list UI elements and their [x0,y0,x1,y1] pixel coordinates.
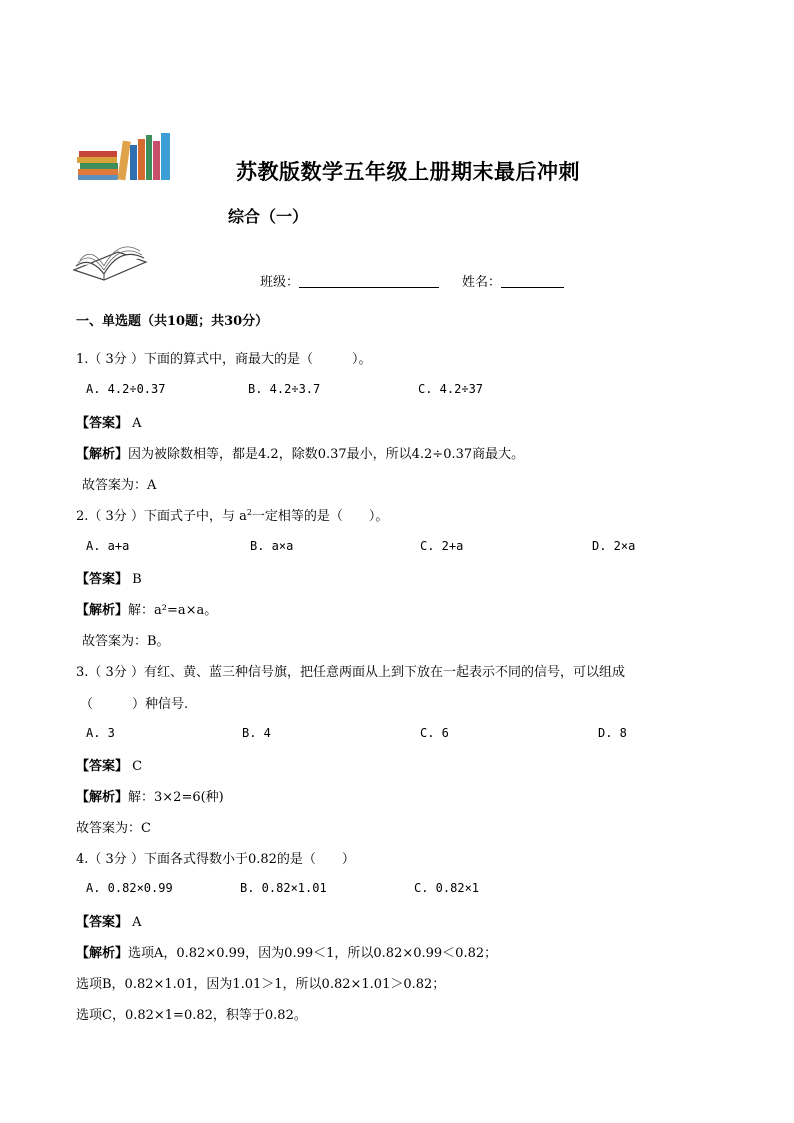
q2-answer-value: B [132,572,142,587]
name-label: 姓名： [462,275,502,290]
name-field [462,271,564,290]
section-heading: 一、单选题（共10题；共30分） [76,314,269,329]
q2-conclusion: 故答案为：B。 [82,634,170,649]
q2-option-d: D. 2×a [592,539,636,553]
q1-answer-label: 【答案】 [76,416,129,431]
q1-conclusion: 故答案为：A [82,478,157,493]
q3-analysis-label: 【解析】 [76,790,129,805]
q4-option-a: A. 0.82×0.99 [86,881,173,895]
q3-conclusion: 故答案为：C [76,821,151,836]
q3-answer-label: 【答案】 [76,759,129,774]
q4-analysis-text1: 选项A，0.82×0.99，因为0.99＜1，所以0.82×0.99＜0.82； [128,946,498,961]
q4-analysis-line1 [76,942,497,961]
q2-answer [76,568,142,587]
q1-analysis [76,443,524,462]
q3-answer-value: C [132,759,143,774]
q3-option-b: B. 4 [242,726,271,740]
class-blank-line[interactable] [299,273,439,288]
q2-stem [76,505,388,524]
q3-option-a: A. 3 [86,726,115,740]
q2-option-a: A. a+a [86,539,130,553]
q2-answer-label: 【答案】 [76,572,129,587]
class-label: 班级： [260,275,300,290]
q4-answer [76,911,142,930]
open-book-image [70,236,150,286]
q3-analysis [76,786,224,805]
q2-option-c: C. 2+a [420,539,464,553]
q4-answer-label: 【答案】 [76,915,129,930]
q2-analysis [76,599,217,618]
q2-analysis-text: 解：a²=a×a。 [128,603,218,618]
q3-option-d: D. 8 [598,726,627,740]
q1-answer-value: A [132,416,142,431]
q4-analysis-line2: 选项B，0.82×1.01，因为1.01＞1，所以0.82×1.01＞0.82； [76,977,446,992]
q3-stem-line2: （ ）种信号. [80,697,189,712]
q1-stem: 1.（ 3分 ）下面的算式中，商最大的是（ ）。 [76,352,372,367]
q1-analysis-label: 【解析】 [76,447,129,462]
q4-option-b: B. 0.82×1.01 [240,881,327,895]
q1-option-c: C. 4.2÷37 [418,382,484,396]
q4-analysis-label: 【解析】 [76,946,129,961]
page-title: 苏教版数学五年级上册期末最后冲刺 [236,159,580,184]
q3-analysis-text: 解：3×2=6(种) [128,790,224,805]
q2-stem-pre: 2.（ 3分 ）下面式子中，与 a [76,509,247,524]
q3-stem-line1: 3.（ 3分 ）有红、黄、蓝三种信号旗，把任意两面从上到下放在一起表示不同的信号，可以组成 [76,665,625,680]
q4-option-c: C. 0.82×1 [414,881,480,895]
q1-option-a: A. 4.2÷0.37 [86,382,166,396]
q1-option-b: B. 4.2÷3.7 [248,382,321,396]
q2-stem-sup: 2 [246,508,252,517]
q2-stem-post: 一定相等的是（ ）。 [251,509,389,524]
q2-analysis-label: 【解析】 [76,603,129,618]
q4-stem: 4.（ 3分 ）下面各式得数小于0.82的是（ ） [76,852,355,867]
q4-analysis-line3: 选项C，0.82×1=0.82，积等于0.82。 [76,1008,307,1023]
q2-option-b: B. a×a [250,539,294,553]
books-stack-image [76,131,176,183]
class-field [260,271,439,290]
q3-answer [76,755,142,774]
q1-analysis-text: 因为被除数相等，都是4.2，除数0.37最小，所以4.2÷0.37商最大。 [128,447,525,462]
q3-option-c: C. 6 [420,726,449,740]
page-subtitle: 综合（一） [228,207,309,226]
name-blank-line[interactable] [501,273,564,288]
q1-answer [76,412,142,431]
q4-answer-value: A [132,915,142,930]
